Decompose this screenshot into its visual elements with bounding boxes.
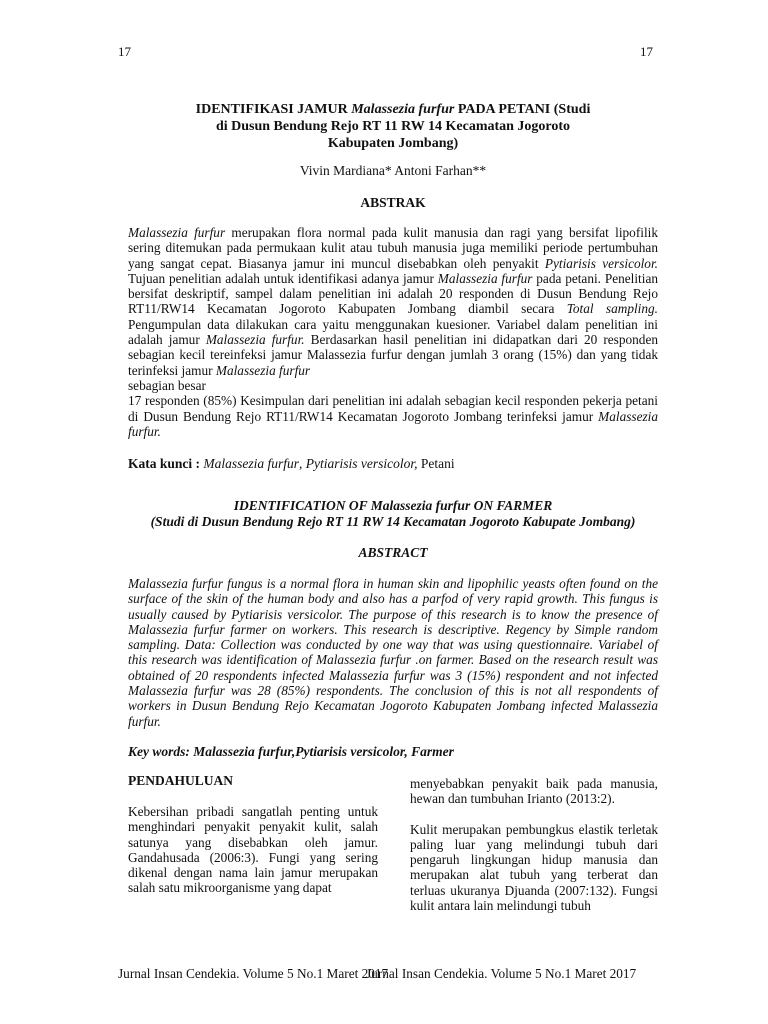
title-line-1: IDENTIFIKASI JAMUR Malassezia furfur PADA PETANI (Studi	[195, 102, 591, 117]
page-number-left: 17	[118, 44, 131, 59]
page-number-right: 17	[640, 44, 653, 59]
paper-title	[128, 101, 658, 152]
abstrak-heading: ABSTRAK	[360, 195, 426, 210]
abstract-body: Malassezia furfur fungus is a normal flora in human skin and lipophilic yeasts often found on the surface of the skin of the human body and also has a parfod of very rapid growth. This fungus is usually caused by Pytiarisis versicolor. The purpose of this research is to know the presence of Malassezia furfur farmer on workers. This research is descriptive. Regency by Simple random sampling. Data: Collection was conducted by one way that was using questionnaire. Variabel of this research was identification of Malassezia furfur .on farmer. Based on the research result was obtained of 20 respondents infected Malassezia furfur was 3 (15%) respondent and not infected Malassezia furfur was 28 (85%) respondents. The conclusion of this is not all respondents of workers in Dusun Bendung Rejo Kecamatan Jogoroto Kabupaten Jombang infected Malassezia furfur.	[128, 576, 658, 729]
footer-left: Jurnal Insan Cendekia. Volume 5 No.1 Maret 2017	[118, 966, 389, 981]
title-line-2: di Dusun Bendung Rejo RT 11 RW 14 Kecamatan Jogoroto	[215, 119, 571, 134]
english-subtitle: (Studi di Dusun Bendung Rejo RT 11 RW 14 Kecamatan Jogoroto Kabupate Jombang)	[150, 514, 636, 529]
right-column-text: menyebabkan penyakit baik pada manusia, hewan dan tumbuhan Irianto (2013:2). Kulit merupakan pembungkus elastik terletak paling luar yang melindungi tubuh dari pengaruh lingkungan hidup manusia dan merupakan alat tubuh yang terberat dan terluas ukuranya Djuanda (2007:132). Fungsi kulit antara lain melindungi tubuh	[410, 776, 658, 914]
title-line-3: Kabupaten Jombang)	[327, 136, 459, 151]
abstrak-body: Malassezia furfur merupakan flora normal pada kulit manusia dan ragi yang bersifat lipofilik sering ditemukan pada permukaan kulit atau tubuh manusia juga memiliki periode pertumbuhan yang sangat cepat. Biasanya jamur ini muncul disebabkan oleh penyakit Pytiarisis versicolor. Tujuan penelitian adalah untuk identifikasi adanya jamur Malassezia furfur pada petani. Penelitian bersifat deskriptif, sampel dalam penelitian ini adalah 20 responden di Dusun Bendung Rejo RT11/RW14 Kecamatan Jogoroto Kabupaten Jombang diambil secara Total sampling. Pengumpulan data dilakukan cara yaitu menggunakan kuesioner. Variabel dalam penelitian ini adalah jamur Malassezia furfur. Berdasarkan hasil penelitian ini didapatkan dari 20 responden sebagian kecil tereinfeksi jamur Malassezia furfur dengan jumlah 3 orang (15%) dan yang tidak terinfeksi jamur Malassezia furfur sebagian besar 17 responden (85%) Kesimpulan dari penelitian ini adalah sebagian kecil responden pekerja petani di Dusun Bendung Rejo RT11/RW14 Kecamatan Jogoroto Jombang terinfeksi jamur Malassezia furfur.	[128, 225, 659, 439]
footer-right: Jurnal Insan Cendekia. Volume 5 No.1 Maret 2017	[366, 966, 637, 981]
key-words: Key words: Malassezia furfur,Pytiarisis versicolor, Farmer	[128, 744, 454, 759]
kata-kunci: Kata kunci : Malassezia furfur, Pytiarisis versicolor, Petani	[128, 456, 455, 471]
authors: Vivin Mardiana* Antoni Farhan**	[299, 163, 487, 178]
section-heading-pendahuluan: PENDAHULUAN	[128, 773, 234, 788]
intro-paragraph-1: Kebersihan pribadi sangatlah penting untuk menghindari penyakit penyakit kulit, salah satunya yang disebabkan oleh jamur. Gandahusada (2006:3). Fungi yang sering dikenal dengan nama lain jamur merupakan salah satu mikroorganisme yang dapat	[128, 804, 378, 896]
abstract-heading: ABSTRACT	[358, 545, 428, 560]
english-title: IDENTIFICATION OF Malassezia furfur ON FARMER	[233, 498, 553, 513]
